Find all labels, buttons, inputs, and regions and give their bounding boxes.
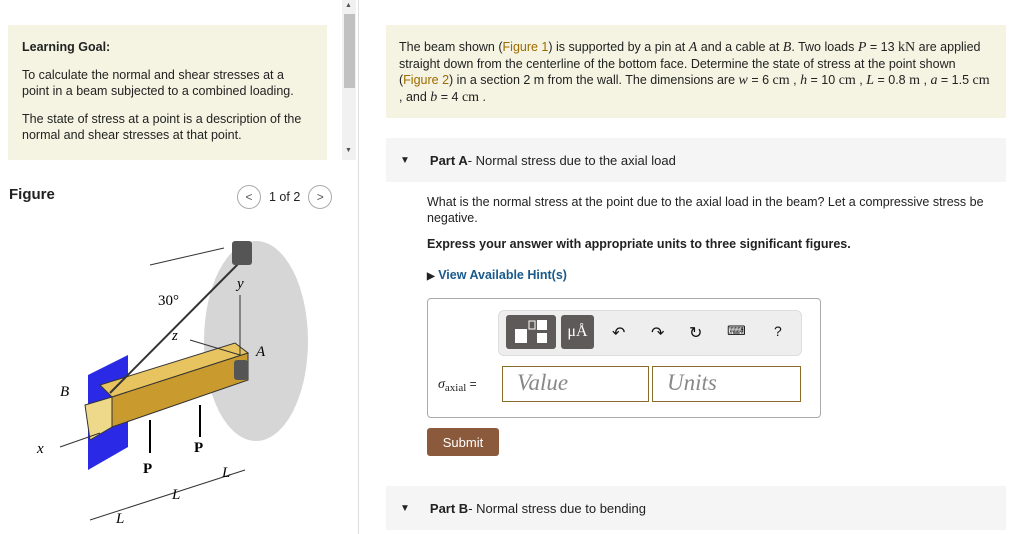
problem-statement: The beam shown (Figure 1) is supported by a pin at A and a cable at B. Two loads P = 13 kN are applied straight down from the centerline of the bottom face. Determine the state of stress at the point shown (Figure 2) in a section 2 m from the wall. The dimensions are w = 6 cm , h = 10 cm , L = 0.8 m , a = 1.5 cm , and b = 4 cm . <box>386 25 1006 118</box>
units-button[interactable]: μÅ <box>561 315 594 349</box>
figure-2-link[interactable]: Figure 2 <box>403 73 450 87</box>
part-a-question: What is the normal stress at the point due to the axial load in the beam? Let a compressive stress be negative. Express your answer with appropriate units to three significant figures. <box>427 195 984 251</box>
scrollbar-thumb[interactable] <box>344 14 355 88</box>
value-input[interactable]: Value <box>502 366 649 402</box>
scroll-up-icon[interactable]: ▲ <box>345 2 352 9</box>
reset-icon[interactable]: ↻ <box>689 325 703 342</box>
collapse-icon: ▼ <box>400 502 410 514</box>
pin-a <box>234 360 248 380</box>
l-label-1: L <box>222 465 231 481</box>
math-toolbar <box>498 310 802 356</box>
collapse-icon: ▼ <box>400 154 410 166</box>
part-b-header[interactable]: ▼ Part B - Normal stress due to bending <box>386 486 1006 530</box>
wall-ellipse <box>204 241 308 441</box>
x-label: x <box>37 441 44 457</box>
learning-goal-box <box>8 25 327 160</box>
next-figure-button[interactable]: > <box>308 185 332 209</box>
expand-icon: ▶ <box>427 271 435 282</box>
view-hints-link[interactable]: ▶ View Available Hint(s) <box>427 268 567 282</box>
figure-1-link[interactable]: Figure 1 <box>502 40 549 54</box>
keyboard-icon[interactable]: ⌨ <box>727 323 746 338</box>
l-label-3: L <box>116 511 125 527</box>
p1-label: P <box>143 461 153 477</box>
learning-goal-text-2: The state of stress at a point is a description of the normal and shear stresses at that point. <box>22 112 302 142</box>
submit-button[interactable]: Submit <box>427 428 499 456</box>
learning-goal-title: Learning Goal: <box>22 40 111 54</box>
redo-icon[interactable]: ↷ <box>651 325 665 342</box>
fraction-template-button[interactable] <box>506 315 556 349</box>
units-input[interactable]: Units <box>652 366 801 402</box>
scroll-down-icon[interactable]: ▼ <box>345 147 352 154</box>
p2-label: P <box>194 440 204 456</box>
y-label: y <box>237 276 244 292</box>
part-a-header[interactable]: ▼ Part A - Normal stress due to the axial load <box>386 138 1006 182</box>
l-label-2: L <box>172 487 181 503</box>
prev-figure-button[interactable]: < <box>237 185 261 209</box>
help-button[interactable]: ? <box>774 323 782 339</box>
cable-anchor <box>232 241 252 265</box>
undo-icon[interactable]: ↶ <box>612 325 626 342</box>
figure-pager <box>237 185 332 209</box>
learning-goal-text: To calculate the normal and shear stresses at a point in a beam subjected to a combined loading. <box>22 68 294 98</box>
angle-label: 30° <box>158 293 179 309</box>
figure-title: Figure <box>9 186 55 203</box>
a-label: A <box>256 344 266 360</box>
figure-page-count: 1 of 2 <box>269 190 301 204</box>
sigma-axial-label: σaxial = <box>438 377 477 394</box>
divider <box>358 0 359 534</box>
beam-figure <box>0 215 340 534</box>
z-label: z <box>172 328 178 344</box>
angle-line <box>150 248 224 265</box>
b-label: B <box>60 384 70 400</box>
